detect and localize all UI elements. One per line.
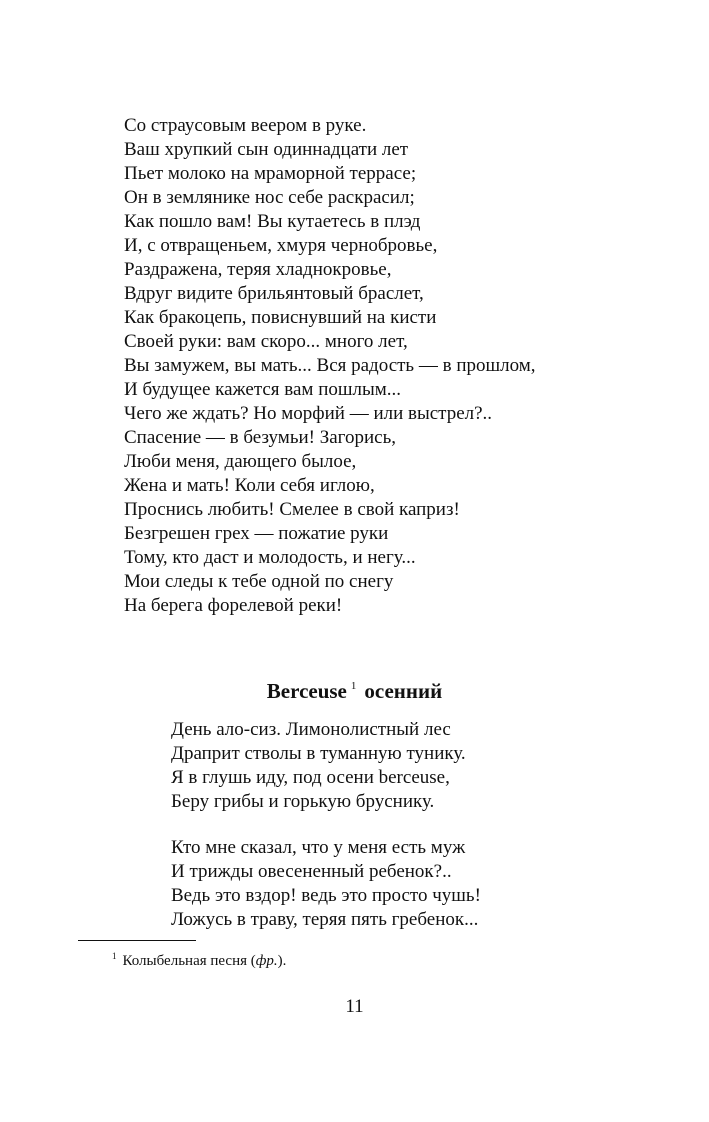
poem-line: Чего же ждать? Но морфий — или выстрел?.. (124, 403, 493, 424)
poem-line: Со страусовым веером в руке. (124, 115, 367, 136)
poem-line: Вдруг видите брильянтовый браслет, (124, 283, 424, 304)
poem-line: Безгрешен грех — пожатие руки (124, 523, 389, 544)
poem-line: Раздражена, теряя хладнокровье, (124, 259, 392, 280)
footnote-reference: 1 (350, 680, 357, 692)
poem-line: Ложусь в траву, теряя пять гребенок... (171, 909, 479, 930)
poem-line: И трижды овесененный ребенок?.. (171, 861, 452, 882)
footnote-divider (78, 940, 196, 941)
poem-continuation (124, 114, 536, 618)
poem-line: Мои следы к тебе одной по снегу (124, 571, 394, 592)
poem-line: День ало-сиз. Лимонолистный лес (171, 719, 451, 740)
poem-line: И будущее кажется вам пошлым... (124, 379, 402, 400)
poem-line: Проснись любить! Смелее в свой каприз! (124, 499, 460, 520)
poem-line: Ведь это вздор! ведь это просто чушь! (171, 885, 481, 906)
stanza (171, 836, 481, 932)
poem-title-word: осенний (364, 679, 443, 703)
poem-line: Спасение — в безумьи! Загорись, (124, 427, 397, 448)
poem-line: Тому, кто даст и молодость, и негу... (124, 547, 416, 568)
footnote-tail: ). (277, 953, 287, 969)
stanza (171, 718, 481, 814)
poem-line: Драприт стволы в туманную тунику. (171, 743, 466, 764)
poem-line: Кто мне сказал, что у меня есть муж (171, 837, 466, 858)
page-number: 11 (345, 996, 364, 1017)
poem-line: Беру грибы и горькую бруснику. (171, 791, 435, 812)
poem-line: Как пошло вам! Вы кутаетесь в плэд (124, 211, 421, 232)
poem-line: Жена и мать! Коли себя иглою, (124, 475, 375, 496)
poem-line: На берега форелевой реки! (124, 595, 343, 616)
poem-line: Он в землянике нос себе раскрасил; (124, 187, 415, 208)
footnote (112, 946, 286, 971)
poem-line: Пьет молоко на мраморной террасе; (124, 163, 417, 184)
poem-line: И, с отвращеньем, хмуря чернобровье, (124, 235, 438, 256)
poem-line: Своей руки: вам скоро... много лет, (124, 331, 408, 352)
poem-line: Я в глушь иду, под осени berceuse, (171, 767, 450, 788)
poem-line: Вы замужем, вы мать... Вся радость — в прошлом, (124, 355, 536, 376)
poem-title (0, 672, 709, 705)
poem-line: Люби меня, дающего былое, (124, 451, 357, 472)
footnote-lang: фр. (255, 953, 278, 969)
poem-line: Ваш хрупкий сын одиннадцати лет (124, 139, 409, 160)
footnote-mark: 1 (112, 951, 117, 961)
footnote-text: Колыбельная песня ( (122, 953, 256, 969)
poem-body (171, 718, 481, 954)
poem-title-word: Berceuse (266, 679, 347, 703)
poem-line: Как бракоцепь, повиснувший на кисти (124, 307, 437, 328)
